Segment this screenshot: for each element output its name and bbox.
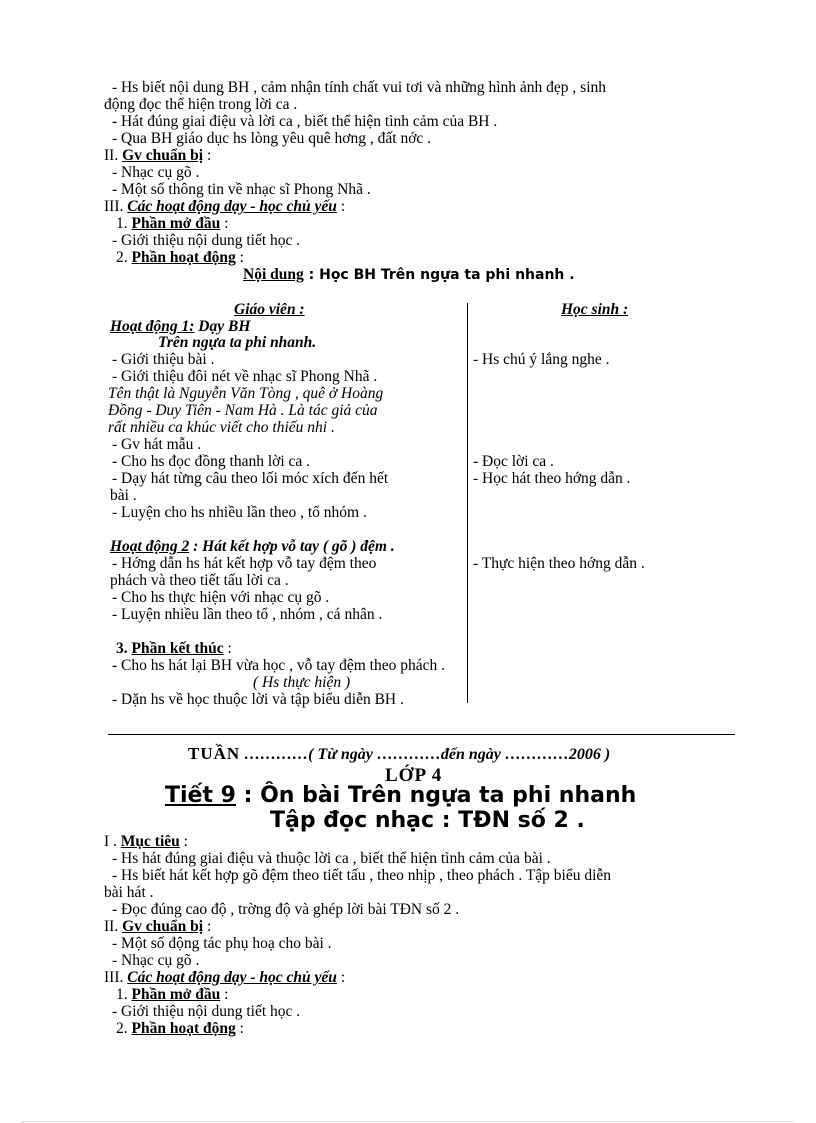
page-bottom-border — [22, 1121, 794, 1122]
student-step-1: - Hs chú ý lắng nghe . — [473, 351, 610, 368]
closing-step-1: - Cho hs hát lại BH vừa học , vỗ tay đệm theo phách . — [112, 657, 445, 674]
lesson-objective-2: - Hs biết hát kết hợp gõ đệm theo tiết tấu , theo nhịp , theo phách . Tập biểu diễn — [112, 867, 612, 884]
teacher-step-4: - Cho hs đọc đồng thanh lời ca . — [112, 453, 311, 470]
teacher-step-2: - Giới thiệu đôi nét về nhạc sĩ Phong Nhã . — [112, 368, 378, 385]
objective-line-4: - Qua BH giáo dục hs lòng yêu quê hơng , đất nớc . — [112, 130, 432, 147]
teacher-step-7-cont: phách và theo tiết tấu lời ca . — [110, 572, 289, 589]
objectives-heading: I . Mục tiêu : — [104, 833, 188, 850]
class-label: LỚP 4 — [385, 765, 443, 786]
activity-2-heading: Hoạt động 2 : Hát kết hợp vỗ tay ( gõ ) đệm . — [110, 538, 395, 555]
activity-1-heading: Hoạt động 1: Dạy BH — [110, 318, 251, 335]
teacher-step-8: - Cho hs thực hiện với nhạc cụ gõ . — [112, 589, 330, 606]
lesson-objective-1: - Hs hát đúng giai điệu và thuộc lời ca , biết thể hiện tình cảm của bài . — [112, 850, 551, 867]
teacher-step-3: - Gv hát mẫu . — [112, 436, 202, 453]
objective-line-1: - Hs biết nội dung BH , cảm nhận tính chất vui tơi và những hình ảnh đẹp , sinh — [112, 79, 607, 96]
student-column-header: Học sinh : — [561, 301, 629, 318]
composer-info-1: Tên thật là Nguyễn Văn Tòng , quê ở Hoàng — [108, 385, 384, 402]
part-1-item: - Giới thiệu nội dung tiết học . — [112, 232, 301, 249]
teacher-column-header: Giáo viên : — [234, 301, 305, 318]
lesson-prep-heading: II. Gv chuẩn bị : — [104, 918, 212, 935]
section-2-heading: II. Gv chuẩn bị : — [104, 147, 212, 164]
section-divider — [108, 734, 735, 735]
closing-step-2: - Dặn hs về học thuộc lời và tập biểu diễn BH . — [112, 691, 404, 708]
teacher-step-1: - Giới thiệu bài . — [112, 351, 215, 368]
prep-item-2: - Một số thông tin về nhạc sĩ Phong Nhã . — [112, 181, 371, 198]
part-1-heading: 1. Phần mở đầu : — [116, 215, 229, 232]
week-line: TUẦN …………( Từ ngày …………đến ngày …………2006 ) — [188, 744, 611, 763]
teacher-step-5: - Dạy hát từng câu theo lối móc xích đến hết — [112, 470, 389, 487]
objective-line-2: động đọc thể hiện trong lời ca . — [104, 96, 298, 113]
lesson-subtitle: Tập đọc nhạc : TĐN số 2 . — [270, 808, 585, 833]
lesson-objective-2-cont: bài hát . — [104, 884, 154, 901]
teacher-step-7: - Hớng dẫn hs hát kết hợp vỗ tay đệm theo — [112, 555, 377, 572]
teacher-step-9: - Luyện nhiều lần theo tổ , nhóm , cá nhân . — [112, 606, 383, 623]
student-step-4: - Thực hiện theo hớng dẫn . — [473, 555, 645, 572]
prep-item-1: - Nhạc cụ gõ . — [112, 164, 200, 181]
lesson-objective-3: - Đọc đúng cao độ , trờng độ và ghép lời bài TĐN số 2 . — [112, 901, 460, 918]
lesson-prep-item-1: - Một số động tác phụ hoạ cho bài . — [112, 935, 332, 952]
column-divider — [467, 303, 468, 703]
lesson-title: Tiết 9 : Ôn bài Trên ngựa ta phi nhanh — [165, 783, 637, 808]
closing-note: ( Hs thực hiện ) — [253, 674, 351, 691]
content-heading: Nội dung : Học BH Trên ngựa ta phi nhanh . — [243, 266, 575, 283]
activity-1-song: Trên ngựa ta phi nhanh. — [158, 334, 317, 351]
student-step-3: - Học hát theo hớng dẫn . — [473, 470, 631, 487]
part-3-heading: 3. Phần kết thúc : — [116, 640, 232, 657]
lesson-activities-heading: III. Các hoạt động dạy - học chủ yếu : — [104, 969, 346, 986]
student-step-2: - Đọc lời ca . — [473, 453, 554, 470]
composer-info-2: Đồng - Duy Tiên - Nam Hà . Là tác giả của — [108, 402, 378, 419]
part-2-heading: 2. Phần hoạt động : — [116, 249, 244, 266]
lesson-part-1-item: - Giới thiệu nội dung tiết học . — [112, 1003, 301, 1020]
lesson-prep-item-2: - Nhạc cụ gõ . — [112, 952, 200, 969]
teacher-step-6: - Luyện cho hs nhiều lần theo , tổ nhóm . — [112, 504, 367, 521]
teacher-step-5-cont: bài . — [110, 487, 137, 504]
composer-info-3: rất nhiều ca khúc viết cho thiếu nhi . — [108, 419, 335, 436]
lesson-part-2-heading: 2. Phần hoạt động : — [116, 1020, 244, 1037]
objective-line-3: - Hát đúng giai điệu và lời ca , biết thể hiện tình cảm của BH . — [112, 113, 498, 130]
section-3-heading: III. Các hoạt động dạy - học chủ yếu : — [104, 198, 346, 215]
lesson-part-1-heading: 1. Phần mở đầu : — [116, 986, 229, 1003]
